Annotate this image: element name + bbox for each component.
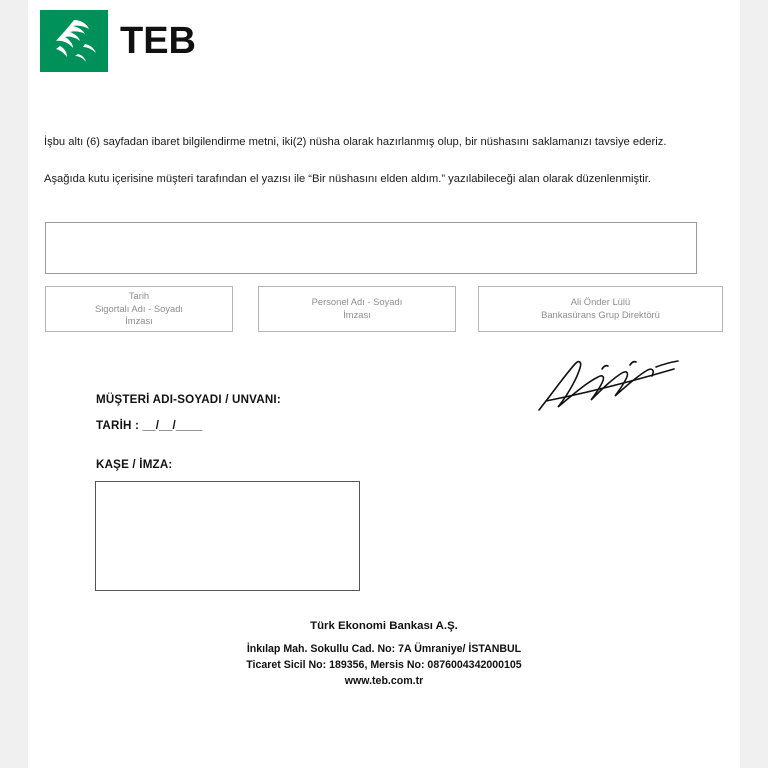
brand-name: TEB <box>120 19 196 62</box>
stamp-signature-label: KAŞE / İMZA: <box>96 458 173 471</box>
footer-website: www.teb.com.tr <box>344 675 424 688</box>
footer-company: Türk Ekonomi Bankası A.Ş. <box>310 620 458 632</box>
signature-box-line-1: Tarih <box>128 289 150 301</box>
signature-box-line-3: İmzası <box>125 315 153 327</box>
footer-registry: Ticaret Sicil No: 189356, Mersis No: 0876004342000105 <box>246 659 522 672</box>
brand-logo <box>40 10 196 72</box>
footer-address: İnkılap Mah. Sokullu Cad. No: 7A Ümraniye/ İSTANBUL <box>246 642 522 655</box>
signature-box-personnel[interactable] <box>258 286 456 332</box>
signature-box-line-2: İmzası <box>343 309 371 320</box>
info-paragraph-2: Aşağıda kutu içerisine müşteri tarafından el yazısı ile “Bir nüshasını elden aldım.” yazılabileceği alan olarak düzenlenmiştir. <box>44 173 651 185</box>
teb-sparrow-logo-icon <box>40 10 108 72</box>
info-paragraph-1: İşbu altı (6) sayfadan ibaret bilgilendirme metni, iki(2) nüsha olarak hazırlanmış olup, bir nüshasını saklamanızı tavsiye ederiz. <box>44 136 667 148</box>
signature-box-line-1: Ali Önder Lülü <box>570 296 631 308</box>
handwriting-input-box[interactable] <box>45 222 697 274</box>
customer-date-label: TARİH : __/__/____ <box>96 419 203 432</box>
stamp-signature-box[interactable] <box>95 481 360 591</box>
signature-box-row <box>45 286 723 334</box>
signature-box-insured[interactable] <box>45 286 233 332</box>
signature-box-director[interactable] <box>478 286 723 332</box>
signature-box-line-2: Bankasürans Grup Direktörü <box>541 309 660 320</box>
signature-box-line-2: Sigortalı Adı - Soyadı <box>94 302 184 314</box>
footer <box>28 618 740 690</box>
customer-name-label: MÜŞTERİ ADI-SOYADI / UNVANI: <box>96 393 281 406</box>
signature-box-line-1: Personel Adı - Soyadı <box>311 296 403 308</box>
document-page <box>28 0 740 768</box>
handwritten-signature-icon <box>506 355 706 415</box>
